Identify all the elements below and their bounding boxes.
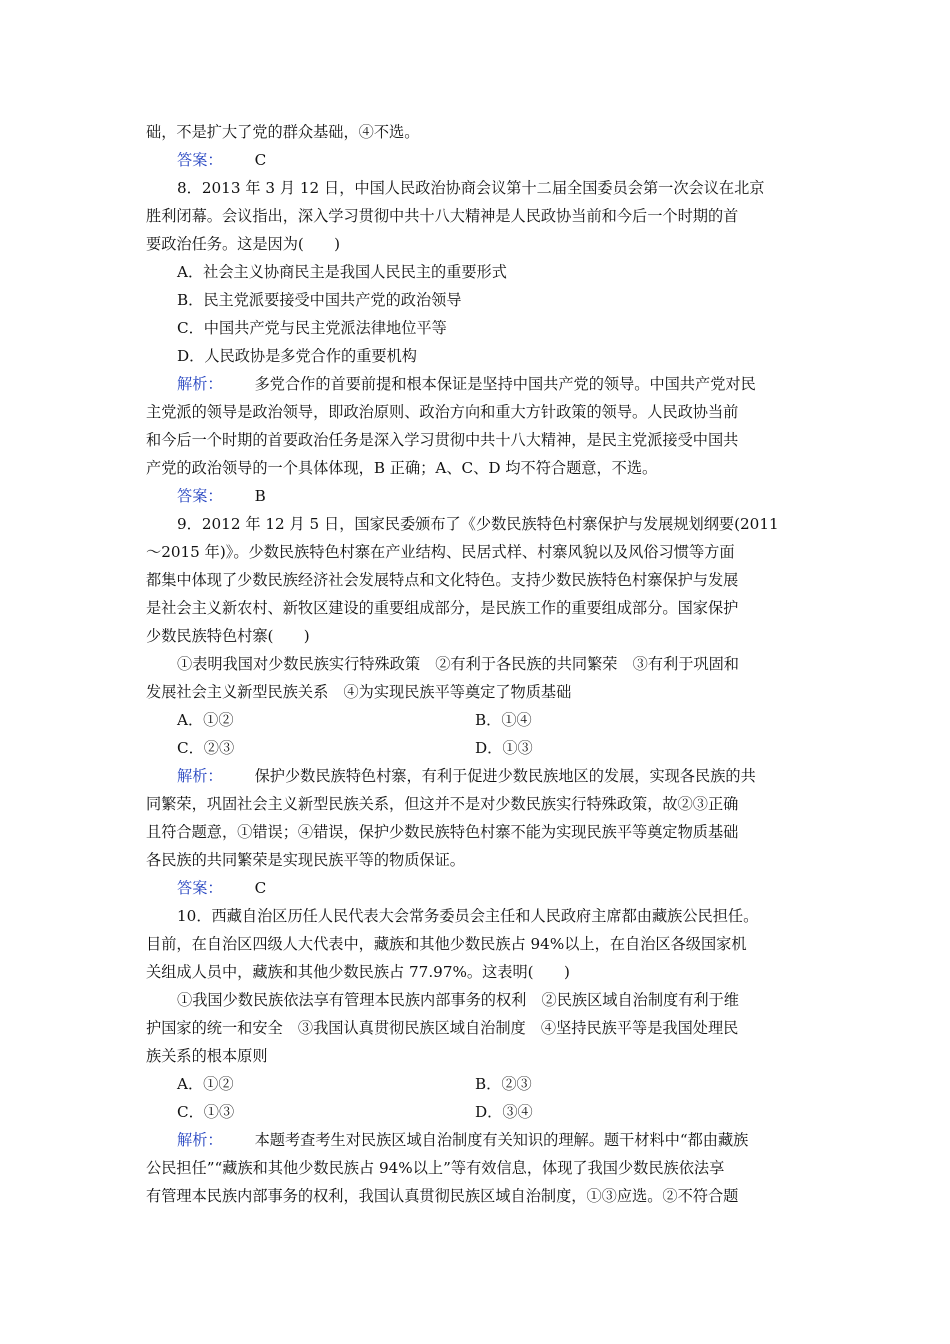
analysis-text-line: 且符合题意，①错误；④错误，保护少数民族特色村寨不能为实现民族平等奠定物质基础 bbox=[146, 823, 739, 841]
question-9-option-d: D．①③ bbox=[475, 739, 533, 757]
analysis-label: 解析： bbox=[177, 767, 223, 785]
question-9-option-c: C．②③ bbox=[177, 739, 235, 757]
answer-label: 答案： bbox=[177, 487, 223, 505]
document-page bbox=[146, 118, 816, 1210]
question-9-stem-line: ～2015 年)》。少数民族特色村寨在产业结构、民居式样、村寨风貌以及风俗习惯等方面 bbox=[146, 543, 735, 561]
question-8-option-d: D．人民政协是多党合作的重要机构 bbox=[177, 347, 417, 365]
answer-line bbox=[146, 482, 816, 510]
question-10-items-line: 族关系的根本原则 bbox=[146, 1047, 268, 1065]
question-10-option-c: C．①③ bbox=[177, 1103, 235, 1121]
analysis-text-line: 有管理本民族内部事务的权利，我国认真贯彻民族区域自治制度，①③应选。②不符合题 bbox=[146, 1187, 739, 1205]
analysis-label: 解析： bbox=[177, 1131, 223, 1149]
question-8-option-c: C．中国共产党与民主党派法律地位平等 bbox=[177, 319, 447, 337]
analysis-text-line: 和今后一个时期的首要政治任务是深入学习贯彻中共十八大精神，是民主党派接受中国共 bbox=[146, 431, 739, 449]
question-10-stem-line: 关组成人员中，藏族和其他少数民族占 77.97%。这表明( ) bbox=[146, 963, 570, 981]
question-9-stem-line: 少数民族特色村寨( ) bbox=[146, 627, 310, 645]
answer-label: 答案： bbox=[177, 879, 223, 897]
question-10-options-row bbox=[146, 1070, 816, 1098]
question-10-option-b: B．②③ bbox=[475, 1075, 532, 1093]
answer-label: 答案： bbox=[177, 151, 223, 169]
question-10-option-a: A．①② bbox=[177, 1075, 234, 1093]
answer-value: C bbox=[254, 151, 267, 169]
answer-line bbox=[146, 146, 816, 174]
question-9-stem-line: 都集中体现了少数民族经济社会发展特点和文化特色。支持少数民族特色村寨保护与发展 bbox=[146, 571, 739, 589]
question-9-options-row bbox=[146, 706, 816, 734]
analysis-text-line: 产党的政治领导的一个具体体现，B 正确；A、C、D 均不符合题意，不选。 bbox=[146, 459, 658, 477]
question-10-items-line: ①我国少数民族依法享有管理本民族内部事务的权利 ②民族区域自治制度有利于维 bbox=[177, 991, 739, 1009]
question-9-stem-line: 9．2012 年 12 月 5 日，国家民委颁布了《少数民族特色村寨保护与发展规划纲要(2011 bbox=[177, 515, 779, 533]
question-9-options-row bbox=[146, 734, 816, 762]
question-10-option-d: D．③④ bbox=[475, 1103, 533, 1121]
analysis-line bbox=[146, 1126, 816, 1154]
question-9-items-line: ①表明我国对少数民族实行特殊政策 ②有利于各民族的共同繁荣 ③有利于巩固和 bbox=[177, 655, 739, 673]
question-10-stem-line: 10．西藏自治区历任人民代表大会常务委员会主任和人民政府主席都由藏族公民担任。 bbox=[177, 907, 759, 925]
question-10-options-row bbox=[146, 1098, 816, 1126]
analysis-label: 解析： bbox=[177, 375, 223, 393]
question-8-stem-line: 要政治任务。这是因为( ) bbox=[146, 235, 341, 253]
answer-value: C bbox=[254, 879, 267, 897]
question-8-option-a: A．社会主义协商民主是我国人民民主的重要形式 bbox=[177, 263, 507, 281]
question-9-option-a: A．①② bbox=[177, 711, 234, 729]
question-9-stem-line: 是社会主义新农村、新牧区建设的重要组成部分，是民族工作的重要组成部分。国家保护 bbox=[146, 599, 739, 617]
analysis-text-line: 公民担任”“藏族和其他少数民族占 94%以上”等有效信息，体现了我国少数民族依法享 bbox=[146, 1159, 725, 1177]
answer-value: B bbox=[254, 487, 266, 505]
analysis-line bbox=[146, 370, 816, 398]
analysis-text-line: 各民族的共同繁荣是实现民族平等的物质保证。 bbox=[146, 851, 465, 869]
question-8-option-b: B．民主党派要接受中国共产党的政治领导 bbox=[177, 291, 462, 309]
question-10-items-line: 护国家的统一和安全 ③我国认真贯彻民族区域自治制度 ④坚持民族平等是我国处理民 bbox=[146, 1019, 739, 1037]
question-8-stem-line: 8．2013 年 3 月 12 日，中国人民政治协商会议第十二届全国委员会第一次会议在北京 bbox=[177, 179, 765, 197]
analysis-text: 多党合作的首要前提和根本保证是坚持中国共产党的领导。中国共产党对民 bbox=[254, 375, 756, 393]
answer-line bbox=[146, 874, 816, 902]
analysis-text: 本题考查考生对民族区域自治制度有关知识的理解。题干材料中“都由藏族 bbox=[254, 1131, 749, 1149]
analysis-text: 保护少数民族特色村寨，有利于促进少数民族地区的发展，实现各民族的共 bbox=[254, 767, 756, 785]
analysis-text-line: 同繁荣，巩固社会主义新型民族关系，但这并不是对少数民族实行特殊政策，故②③正确 bbox=[146, 795, 739, 813]
analysis-line bbox=[146, 762, 816, 790]
question-9-items-line: 发展社会主义新型民族关系 ④为实现民族平等奠定了物质基础 bbox=[146, 683, 572, 701]
question-9-option-b: B．①④ bbox=[475, 711, 532, 729]
analysis-text-line: 主党派的领导是政治领导，即政治原则、政治方向和重大方针政策的领导。人民政协当前 bbox=[146, 403, 739, 421]
question-8-stem-line: 胜利闭幕。会议指出，深入学习贯彻中共十八大精神是人民政协当前和今后一个时期的首 bbox=[146, 207, 739, 225]
text-line: 础，不是扩大了党的群众基础，④不选。 bbox=[146, 123, 420, 141]
question-10-stem-line: 目前，在自治区四级人大代表中，藏族和其他少数民族占 94%以上，在自治区各级国家机 bbox=[146, 935, 747, 953]
